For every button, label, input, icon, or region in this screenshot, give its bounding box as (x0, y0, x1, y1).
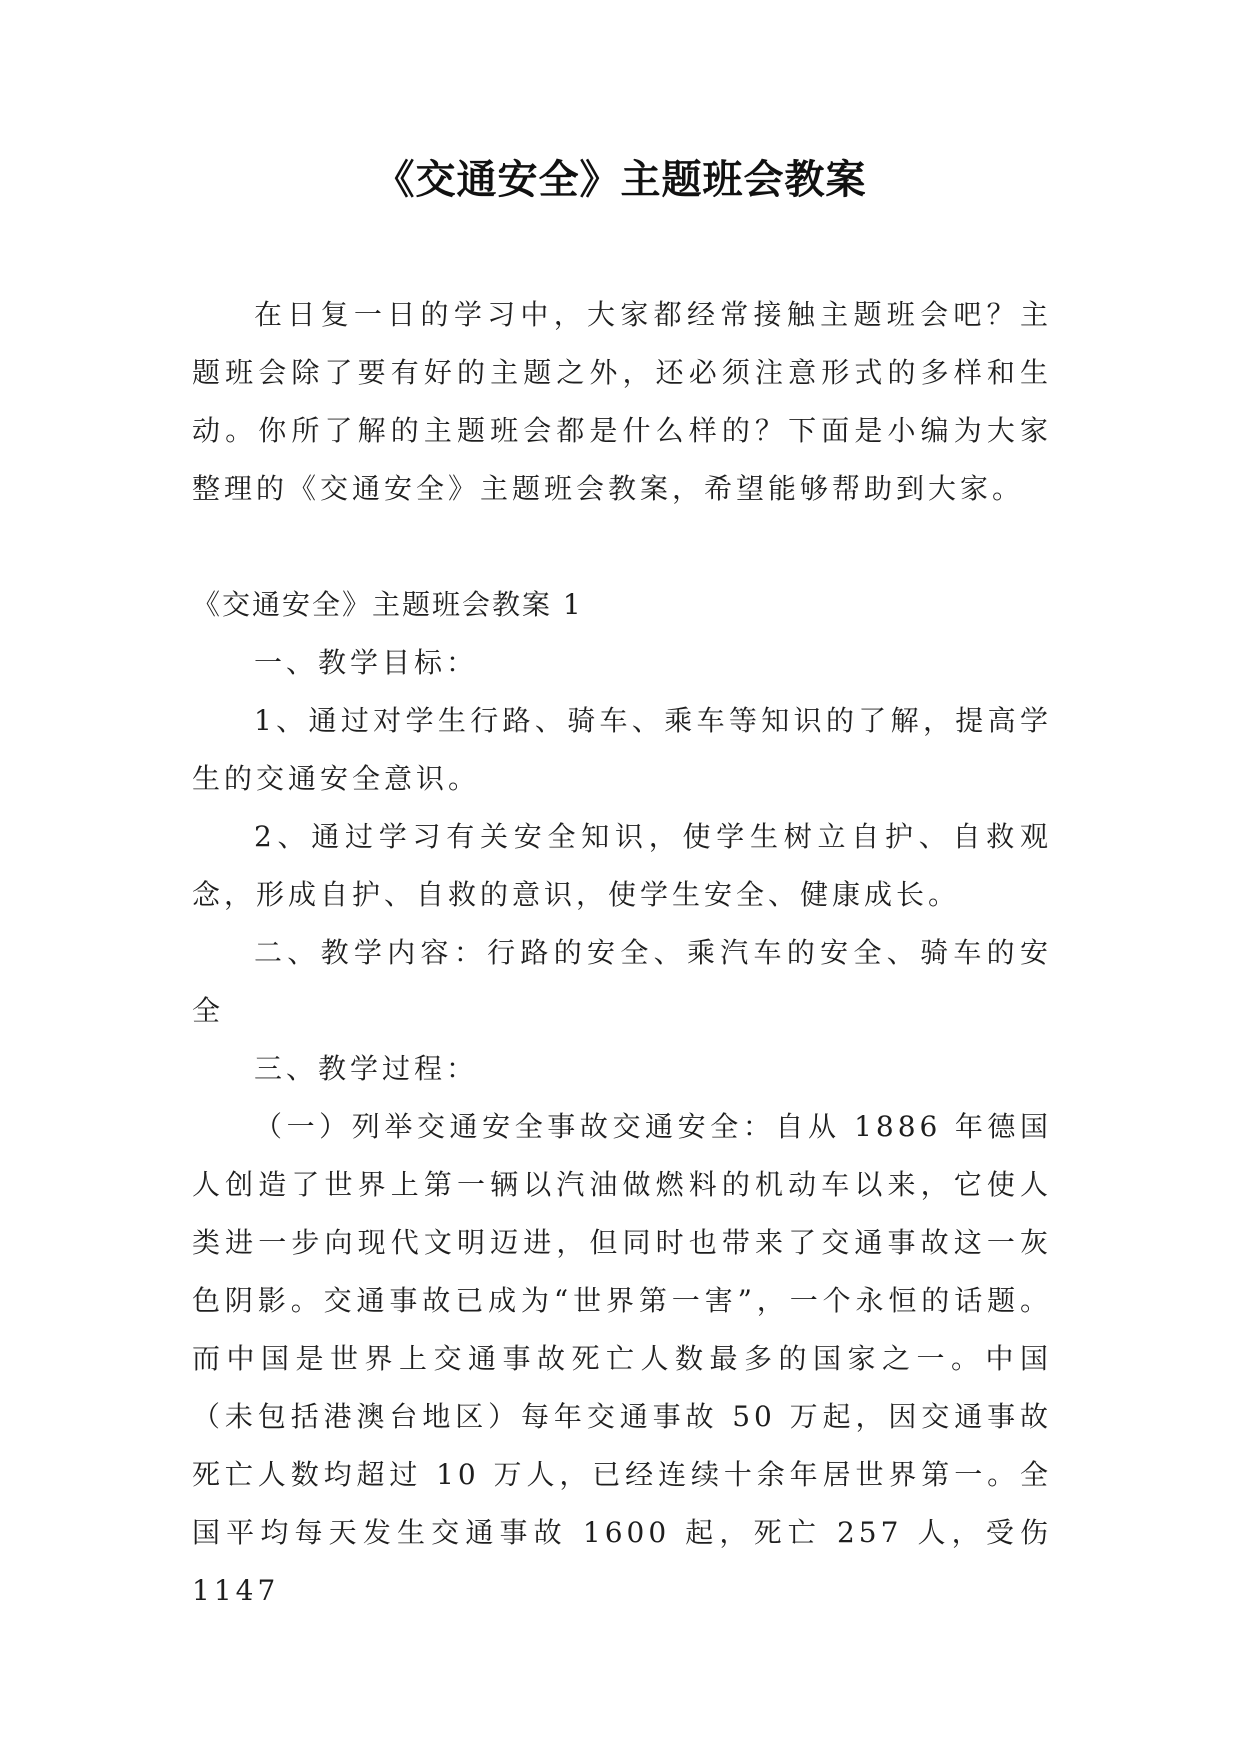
heading-teaching-content: 二、教学内容：行路的安全、乘汽车的安全、骑车的安全 (192, 936, 1052, 1027)
goal-item-2: 2、通过学习有关安全知识，使学生树立自护、自救观念，形成自护、自救的意识，使学生安全、健康成长。 (192, 820, 1052, 911)
section-heading: 《交通安全》主题班会教案 1 (192, 588, 583, 621)
heading-teaching-process: 三、教学过程： (254, 1052, 479, 1085)
lesson-plan-section (192, 576, 1052, 1620)
goal-item-1: 1、通过对学生行路、骑车、乘车等知识的了解，提高学生的交通安全意识。 (192, 704, 1052, 795)
intro-paragraph: 在日复一日的学习中，大家都经常接触主题班会吧？主题班会除了要有好的主题之外，还必须注意形式的多样和生动。你所了解的主题班会都是什么样的？下面是小编为大家整理的《交通安全》主题班会教案，希望能够帮助到大家。 (192, 298, 1052, 505)
intro-block (192, 286, 1052, 518)
document-title: 《交通安全》主题班会教案 (374, 157, 867, 203)
heading-teaching-goals: 一、教学目标： (254, 646, 479, 679)
process-paragraph-1: （一）列举交通安全事故交通安全：自从 1886 年德国人创造了世界上第一辆以汽油做燃料的机动车以来，它使人类进一步向现代文明迈进，但同时也带来了交通事故这一灰色阴影。交通事故已成为“世界第一害”，一个永恒的话题。而中国是世界上交通事故死亡人数最多的国家之一。中国（未包括港澳台地区）每年交通事故 50 万起，因交通事故死亡人数均超过 10 万人，已经连续十余年居世界第一。全国平均每天发生交通事故 1600 起，死亡 257 人，受伤 1147 (192, 1110, 1052, 1607)
